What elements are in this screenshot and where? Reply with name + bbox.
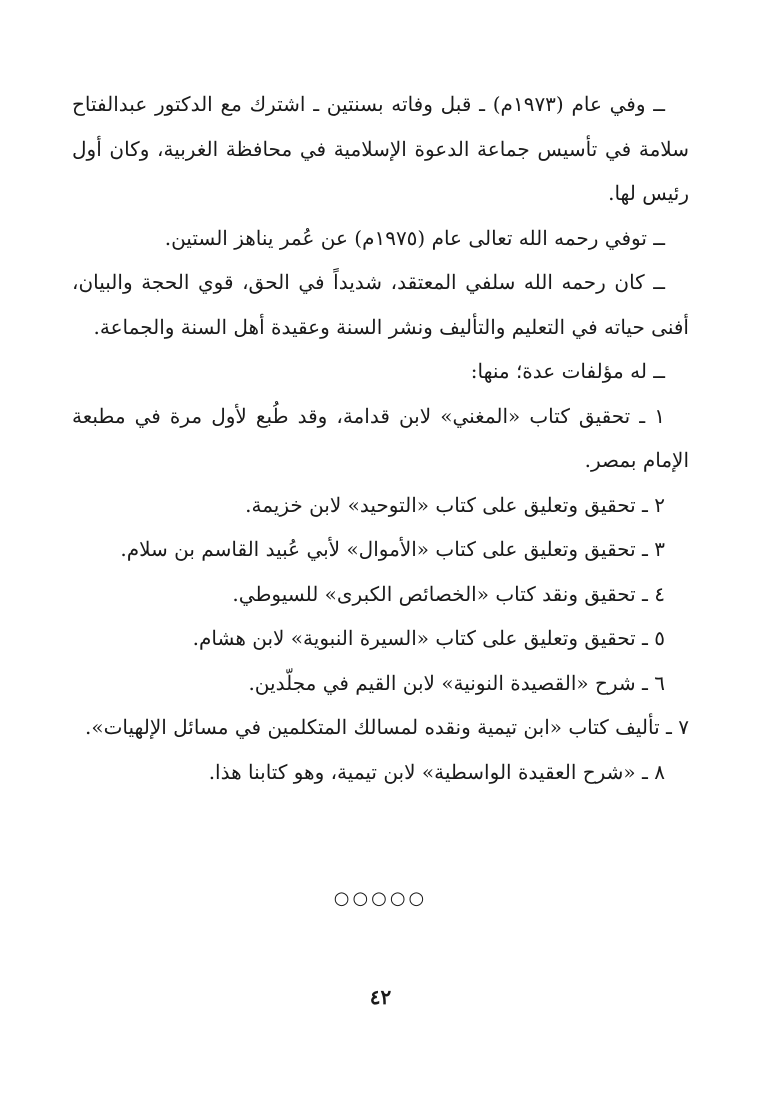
paragraph-works-intro: ــ له مؤلفات عدة؛ منها:: [470, 359, 665, 383]
list-item-1: ١ ـ تحقيق كتاب «المغني» لابن قدامة، وقد طُبع لأول مرة في مطبعة الإمام بمصر.: [72, 403, 689, 472]
list-item-8: ٨ ـ «شرح العقيدة الواسطية» لابن تيمية، وهو كتابنا هذا.: [208, 759, 665, 784]
list-item-2: ٢ ـ تحقيق وتعليق على كتاب «التوحيد» لابن خزيمة.: [245, 492, 665, 517]
paragraph-death: ــ توفي رحمه الله تعالى عام (١٩٧٥م) عن عُمر يناهز الستين.: [164, 225, 665, 250]
list-item-5: ٥ ـ تحقيق وتعليق على كتاب «السيرة النبوية» لابن هشام.: [192, 626, 665, 650]
paragraph-founding: ــ وفي عام (١٩٧٣م) ـ قبل وفاته بسنتين ـ اشترك مع الدكتور عبدالفتاح سلامة في تأسيس جماعة الدعوة الإسلامية في محافظة الغربية، وكان أول رئيس لها.: [72, 92, 689, 205]
list-item-3: ٣ ـ تحقيق وتعليق على كتاب «الأموال» لأبي عُبيد القاسم بن سلام.: [120, 537, 665, 561]
section-divider-ornament: ○○○○○: [333, 888, 428, 909]
list-item-4: ٤ ـ تحقيق ونقد كتاب «الخصائص الكبرى» للسيوطي.: [232, 581, 665, 606]
list-item-6: ٦ ـ شرح «القصيدة النونية» لابن القيم في مجلّدين.: [248, 670, 665, 695]
list-item-7: ٧ ـ تأليف كتاب «ابن تيمية ونقده لمسالك المتكلمين في مسائل الإلهيات».: [84, 715, 689, 739]
paragraph-character: ــ كان رحمه الله سلفي المعتقد، شديداً في الحق، قوي الحجة والبيان، أفنى حياته في التعليم والتأليف ونشر السنة وعقيدة أهل السنة والجماعة.: [72, 270, 689, 339]
page-number: ٤٢: [369, 985, 392, 1009]
page-body: [72, 82, 689, 794]
